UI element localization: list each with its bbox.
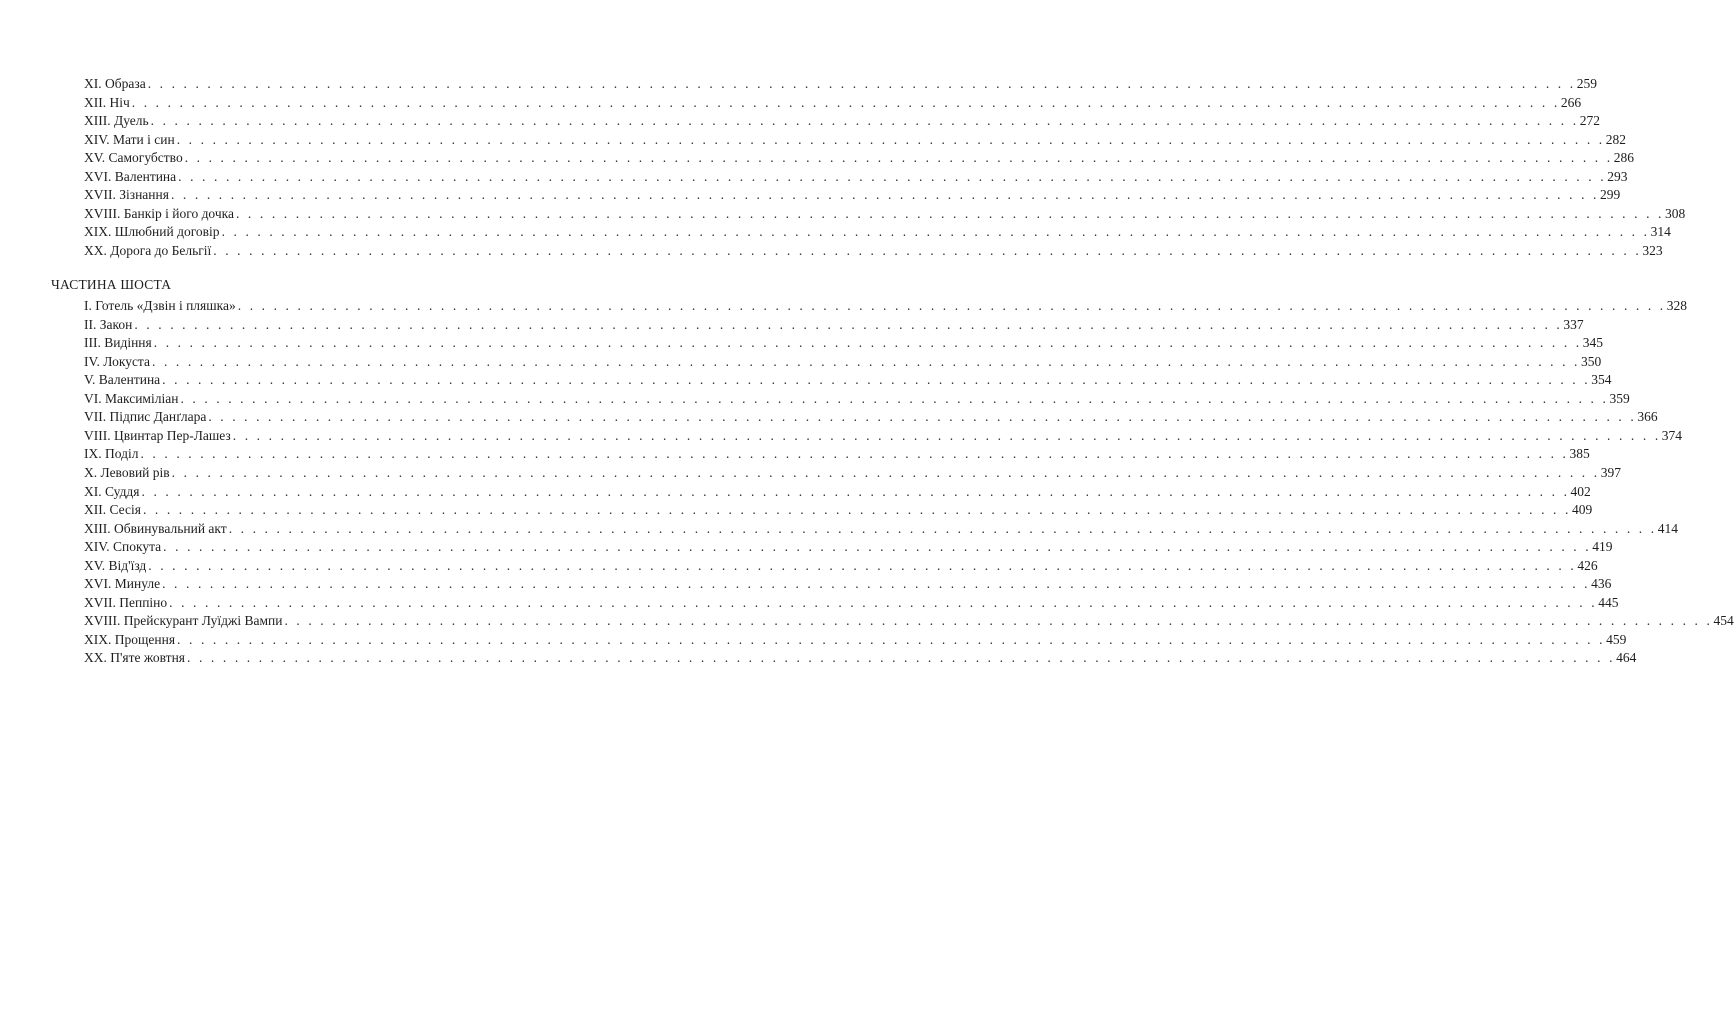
toc-entry [84,612,1734,631]
toc-entry-title: I. Готель «Дзвін і пляшка» [84,298,236,313]
dot-leader: . . . . . . . . . . . . . . . . . . . . . . . . . . . . . . . . . . . . . . . . . . . . . . . . . . . . . . . . . . . . . . . . . . . . . . . . . . . . . . . . . . . . . . . . . . . . . . . . . . . . . . . . . . . . . . . . . . . . . . . . [147,76,1576,91]
toc-entry-title: VI. Максиміліан [84,390,179,406]
toc-entry-page-number: 272 [1579,113,1600,129]
toc-entry [84,242,1663,261]
toc-entry-title: XVII. Пеппіно [84,594,168,610]
toc-entry [84,575,1612,594]
toc-entry-title: XV. Від'їзд [84,557,147,573]
toc-entry [84,205,1686,224]
toc-entry-title: XX. П'яте жовтня [84,650,186,666]
dot-leader: . . . . . . . . . . . . . . . . . . . . . . . . . . . . . . . . . . . . . . . . . . . . . . . . . . . . . . . . . . . . . . . . . . . . . . . . . . . . . . . . . . . . . . . . . . . . . . . . . . . . . . . . . . . . . . . . . . . . . . . . [232,427,1661,443]
toc-entry [84,223,1671,242]
toc-entry-page-number: 397 [1600,464,1621,480]
toc-entry-page-number: 359 [1609,390,1630,406]
toc-entry-title: III. Видіння [84,335,152,351]
dot-leader: . . . . . . . . . . . . . . . . . . . . . . . . . . . . . . . . . . . . . . . . . . . . . . . . . . . . . . . . . . . . . . . . . . . . . . . . . . . . . . . . . . . . . . . . . . . . . . . . . . . . . . . . . . . . . . . . . . . . . . . . [150,113,1579,129]
toc-entry-title: IV. Локуста [84,353,150,369]
dot-leader: . . . . . . . . . . . . . . . . . . . . . . . . . . . . . . . . . . . . . . . . . . . . . . . . . . . . . . . . . . . . . . . . . . . . . . . . . . . . . . . . . . . . . . . . . . . . . . . . . . . . . . . . . . . . . . . . . . . . . . . . [187,650,1616,666]
toc-entry-page-number: 337 [1563,316,1584,332]
dot-leader: . . . . . . . . . . . . . . . . . . . . . . . . . . . . . . . . . . . . . . . . . . . . . . . . . . . . . . . . . . . . . . . . . . . . . . . . . . . . . . . . . . . . . . . . . . . . . . . . . . . . . . . . . . . . . . . . . . . . . . . . [152,353,1581,369]
dot-leader: . . . . . . . . . . . . . . . . . . . . . . . . . . . . . . . . . . . . . . . . . . . . . . . . . . . . . . . . . . . . . . . . . . . . . . . . . . . . . . . . . . . . . . . . . . . . . . . . . . . . . . . . . . . . . . . . . . . . . . . . [170,187,1599,203]
toc-entry-title: XIV. Спокута [84,539,162,555]
toc-entry-page-number: 314 [1650,224,1671,240]
dot-leader: . . . . . . . . . . . . . . . . . . . . . . . . . . . . . . . . . . . . . . . . . . . . . . . . . . . . . . . . . . . . . . . . . . . . . . . . . . . . . . . . . . . . . . . . . . . . . . . . . . . . . . . . . . . . . . . . . . . . . . . . [148,557,1577,573]
toc-entry [84,408,1658,427]
toc-entry [84,149,1634,168]
toc-entry [84,464,1621,483]
dot-leader: . . . . . . . . . . . . . . . . . . . . . . . . . . . . . . . . . . . . . . . . . . . . . . . . . . . . . . . . . . . . . . . . . . . . . . . . . . . . . . . . . . . . . . . . . . . . . . . . . . . . . . . . . . . . . . . . . . . . . . . . [134,316,1563,332]
dot-leader: . . . . . . . . . . . . . . . . . . . . . . . . . . . . . . . . . . . . . . . . . . . . . . . . . . . . . . . . . . . . . . . . . . . . . . . . . . . . . . . . . . . . . . . . . . . . . . . . . . . . . . . . . . . . . . . . . . . . . . . . [169,594,1598,610]
toc-entry-title: XII. Сесія [84,502,141,518]
toc-entry-page-number: 266 [1560,94,1582,110]
dot-leader: . . . . . . . . . . . . . . . . . . . . . . . . . . . . . . . . . . . . . . . . . . . . . . . . . . . . . . . . . . . . . . . . . . . . . . . . . . . . . . . . . . . . . . . . . . . . . . . . . . . . . . . . . . . . . . . . . . . . . . . . [162,576,1591,592]
dot-leader: . . . . . . . . . . . . . . . . . . . . . . . . . . . . . . . . . . . . . . . . . . . . . . . . . . . . . . . . . . . . . . . . . . . . . . . . . . . . . . . . . . . . . . . . . . . . . . . . . . . . . . . . . . . . . . . . . . . . . . . . [284,613,1713,629]
toc-entry-title: XI. Суддя [84,483,140,499]
toc-entry-title: XVI. Минуле [84,576,161,592]
toc-entry-page-number: 366 [1637,409,1658,425]
toc-entry-title: XIX. Шлюбний договір [84,224,220,240]
toc-entry-page-number: 328 [1666,298,1688,313]
dot-leader: . . . . . . . . . . . . . . . . . . . . . . . . . . . . . . . . . . . . . . . . . . . . . . . . . . . . . . . . . . . . . . . . . . . . . . . . . . . . . . . . . . . . . . . . . . . . . . . . . . . . . . . . . . . . . . . . . . . . . . . . [142,502,1571,518]
toc-entry-title: VIII. Цвинтар Пер-Лашез [84,427,231,443]
toc-entry [84,557,1598,576]
toc-entry [84,297,1688,316]
toc-entry-title: XIII. Дуель [84,113,149,129]
toc-entry [84,186,1621,205]
toc-entry-title: XVII. Зізнання [84,187,169,203]
toc-entry-page-number: 286 [1613,150,1634,166]
toc-entry [84,94,1582,113]
toc-entry [84,334,1604,353]
dot-leader: . . . . . . . . . . . . . . . . . . . . . . . . . . . . . . . . . . . . . . . . . . . . . . . . . . . . . . . . . . . . . . . . . . . . . . . . . . . . . . . . . . . . . . . . . . . . . . . . . . . . . . . . . . . . . . . . . . . . . . . . [178,168,1607,184]
dot-leader: . . . . . . . . . . . . . . . . . . . . . . . . . . . . . . . . . . . . . . . . . . . . . . . . . . . . . . . . . . . . . . . . . . . . . . . . . . . . . . . . . . . . . . . . . . . . . . . . . . . . . . . . . . . . . . . . . . . . . . . . [171,464,1600,480]
dot-leader: . . . . . . . . . . . . . . . . . . . . . . . . . . . . . . . . . . . . . . . . . . . . . . . . . . . . . . . . . . . . . . . . . . . . . . . . . . . . . . . . . . . . . . . . . . . . . . . . . . . . . . . . . . . . . . . . . . . . . . . . [177,631,1606,647]
toc-entry-title: XII. Ніч [84,94,130,110]
toc-entry [84,445,1590,464]
toc-entry-page-number: 374 [1661,427,1683,443]
dot-leader: . . . . . . . . . . . . . . . . . . . . . . . . . . . . . . . . . . . . . . . . . . . . . . . . . . . . . . . . . . . . . . . . . . . . . . . . . . . . . . . . . . . . . . . . . . . . . . . . . . . . . . . . . . . . . . . . . . . . . . . . [131,94,1560,110]
toc-entry-title: XV. Самогубство [84,150,183,166]
toc-entry [84,631,1627,650]
toc-entry-title: II. Закон [84,316,133,332]
dot-leader: . . . . . . . . . . . . . . . . . . . . . . . . . . . . . . . . . . . . . . . . . . . . . . . . . . . . . . . . . . . . . . . . . . . . . . . . . . . . . . . . . . . . . . . . . . . . . . . . . . . . . . . . . . . . . . . . . . . . . . . . [235,205,1665,221]
toc-entry [84,520,1678,539]
toc-entry-page-number: 354 [1591,372,1612,388]
section-heading-part6: ЧАСТИНА ШОСТА [51,277,172,292]
toc-entry-page-number: 282 [1605,131,1626,147]
toc-entry-title: X. Левовий рів [84,464,170,480]
toc-entry-page-number: 454 [1713,613,1734,629]
toc-entry [84,168,1628,187]
toc-entry-page-number: 308 [1665,205,1686,221]
toc-entry [84,131,1626,150]
toc-entry [84,390,1630,409]
toc-entry-title: XIV. Мати і син [84,131,175,147]
toc-entry-title: V. Валентина [84,372,161,388]
toc-entry [84,75,1597,94]
toc-entry [84,538,1613,557]
toc-entry-title: VII. Підпис Данґлара [84,409,207,425]
toc-entry [84,501,1593,520]
toc-entry [84,353,1602,372]
toc-entry [84,649,1637,668]
toc-entry-title: XI. Образа [84,76,146,91]
toc-entry-page-number: 436 [1591,576,1612,592]
toc-entry-title: XX. Дорога до Бельгії [84,242,212,258]
dot-leader: . . . . . . . . . . . . . . . . . . . . . . . . . . . . . . . . . . . . . . . . . . . . . . . . . . . . . . . . . . . . . . . . . . . . . . . . . . . . . . . . . . . . . . . . . . . . . . . . . . . . . . . . . . . . . . . . . . . . . . . . [184,150,1613,166]
toc-entry-page-number: 385 [1569,446,1590,462]
toc-entry-page-number: 299 [1600,187,1621,203]
toc-entry [84,316,1584,335]
toc-entry-page-number: 419 [1592,539,1613,555]
dot-leader: . . . . . . . . . . . . . . . . . . . . . . . . . . . . . . . . . . . . . . . . . . . . . . . . . . . . . . . . . . . . . . . . . . . . . . . . . . . . . . . . . . . . . . . . . . . . . . . . . . . . . . . . . . . . . . . . . . . . . . . . [228,520,1657,536]
toc-entry [84,112,1600,131]
toc-entry-title: XVI. Валентина [84,168,177,184]
toc-entry-page-number: 323 [1642,242,1663,258]
toc-entry [84,371,1612,390]
dot-leader: . . . . . . . . . . . . . . . . . . . . . . . . . . . . . . . . . . . . . . . . . . . . . . . . . . . . . . . . . . . . . . . . . . . . . . . . . . . . . . . . . . . . . . . . . . . . . . . . . . . . . . . . . . . . . . . . . . . . . . . . [176,131,1605,147]
toc-entry-page-number: 293 [1607,168,1628,184]
toc-entry-page-number: 350 [1581,353,1602,369]
dot-leader: . . . . . . . . . . . . . . . . . . . . . . . . . . . . . . . . . . . . . . . . . . . . . . . . . . . . . . . . . . . . . . . . . . . . . . . . . . . . . . . . . . . . . . . . . . . . . . . . . . . . . . . . . . . . . . . . . . . . . . . . [153,335,1582,351]
dot-leader: . . . . . . . . . . . . . . . . . . . . . . . . . . . . . . . . . . . . . . . . . . . . . . . . . . . . . . . . . . . . . . . . . . . . . . . . . . . . . . . . . . . . . . . . . . . . . . . . . . . . . . . . . . . . . . . . . . . . . . . . [162,372,1591,388]
dot-leader: . . . . . . . . . . . . . . . . . . . . . . . . . . . . . . . . . . . . . . . . . . . . . . . . . . . . . . . . . . . . . . . . . . . . . . . . . . . . . . . . . . . . . . . . . . . . . . . . . . . . . . . . . . . . . . . . . . . . . . . . [208,409,1637,425]
dot-leader: . . . . . . . . . . . . . . . . . . . . . . . . . . . . . . . . . . . . . . . . . . . . . . . . . . . . . . . . . . . . . . . . . . . . . . . . . . . . . . . . . . . . . . . . . . . . . . . . . . . . . . . . . . . . . . . . . . . . . . . . [180,390,1609,406]
toc-entry-title: XIII. Обвинувальний акт [84,520,227,536]
toc-entry [84,427,1683,446]
toc-entry-title: XVIII. Прейскурант Луїджі Вампи [84,613,283,629]
toc-entry-page-number: 345 [1582,335,1604,351]
toc-entry-page-number: 464 [1616,650,1637,666]
dot-leader: . . . . . . . . . . . . . . . . . . . . . . . . . . . . . . . . . . . . . . . . . . . . . . . . . . . . . . . . . . . . . . . . . . . . . . . . . . . . . . . . . . . . . . . . . . . . . . . . . . . . . . . . . . . . . . . . . . . . . . . . [221,224,1650,240]
toc-entry-title: XIX. Прощення [84,631,176,647]
toc-entry-page-number: 414 [1657,520,1678,536]
toc-entry-title: XVIII. Банкір і його дочка [84,205,234,221]
dot-leader: . . . . . . . . . . . . . . . . . . . . . . . . . . . . . . . . . . . . . . . . . . . . . . . . . . . . . . . . . . . . . . . . . . . . . . . . . . . . . . . . . . . . . . . . . . . . . . . . . . . . . . . . . . . . . . . . . . . . . . . . [213,242,1642,258]
toc-entry-page-number: 445 [1598,594,1619,610]
toc-entry [84,483,1591,502]
toc-entry [84,594,1619,613]
dot-leader: . . . . . . . . . . . . . . . . . . . . . . . . . . . . . . . . . . . . . . . . . . . . . . . . . . . . . . . . . . . . . . . . . . . . . . . . . . . . . . . . . . . . . . . . . . . . . . . . . . . . . . . . . . . . . . . . . . . . . . . . [163,539,1592,555]
dot-leader: . . . . . . . . . . . . . . . . . . . . . . . . . . . . . . . . . . . . . . . . . . . . . . . . . . . . . . . . . . . . . . . . . . . . . . . . . . . . . . . . . . . . . . . . . . . . . . . . . . . . . . . . . . . . . . . . . . . . . . . . [141,483,1570,499]
toc-entry-page-number: 402 [1570,483,1591,499]
dot-leader: . . . . . . . . . . . . . . . . . . . . . . . . . . . . . . . . . . . . . . . . . . . . . . . . . . . . . . . . . . . . . . . . . . . . . . . . . . . . . . . . . . . . . . . . . . . . . . . . . . . . . . . . . . . . . . . . . . . . . . . . [237,298,1666,313]
toc-entry-page-number: 409 [1571,502,1593,518]
toc-entry-page-number: 459 [1606,631,1627,647]
toc-entry-page-number: 259 [1576,76,1597,91]
toc-entry-title: IX. Поділ [84,446,139,462]
toc-entry-page-number: 426 [1577,557,1598,573]
dot-leader: . . . . . . . . . . . . . . . . . . . . . . . . . . . . . . . . . . . . . . . . . . . . . . . . . . . . . . . . . . . . . . . . . . . . . . . . . . . . . . . . . . . . . . . . . . . . . . . . . . . . . . . . . . . . . . . . . . . . . . . . [140,446,1569,462]
